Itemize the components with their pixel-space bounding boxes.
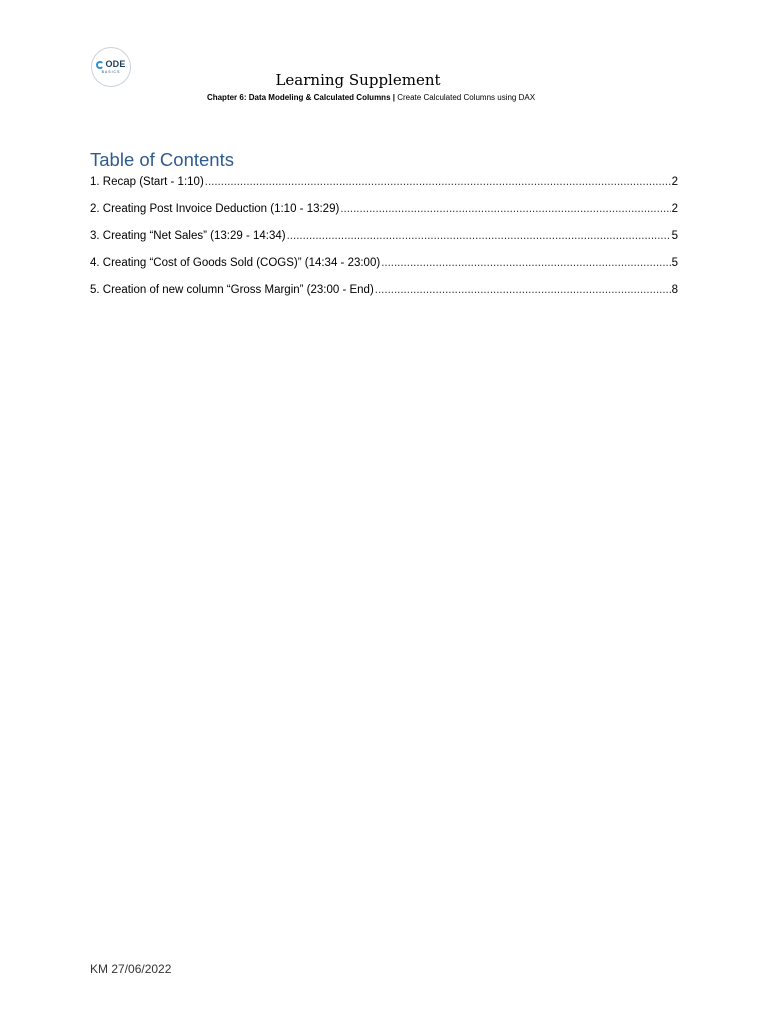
toc-dot-leader xyxy=(340,203,670,215)
toc-dot-leader xyxy=(381,257,670,269)
toc-entry-text: 1. Recap (Start - 1:10) xyxy=(90,176,204,188)
toc-entry-page: 5 xyxy=(671,257,678,269)
toc-dot-leader xyxy=(287,230,671,242)
logo-main-text: ODE xyxy=(105,59,126,69)
toc-entry-text: 2. Creating Post Invoice Deduction (1:10 - 13:29) xyxy=(90,203,340,215)
toc-entry[interactable] xyxy=(90,203,678,230)
toc-entry-page: 2 xyxy=(671,176,678,188)
toc-entry[interactable] xyxy=(90,230,678,257)
toc-entry[interactable] xyxy=(90,257,678,284)
chapter-label: Chapter 6: Data Modeling & Calculated Columns | xyxy=(206,93,395,102)
logo-c-icon xyxy=(96,61,104,69)
logo-wordmark xyxy=(96,60,125,69)
toc-entry[interactable] xyxy=(90,176,678,203)
toc-dot-leader xyxy=(375,284,671,296)
logo-sub-text: BASICS xyxy=(101,70,121,74)
toc-entry-page: 5 xyxy=(671,230,678,242)
toc-entry[interactable] xyxy=(90,284,678,311)
table-of-contents xyxy=(90,176,678,311)
toc-heading: Table of Contents xyxy=(90,149,234,170)
document-title: Learning Supplement xyxy=(275,71,441,89)
toc-entry-page: 8 xyxy=(671,284,678,296)
chapter-topic: Create Calculated Columns using DAX xyxy=(394,93,536,102)
toc-entry-page: 2 xyxy=(671,203,678,215)
toc-entry-text: 3. Creating “Net Sales” (13:29 - 14:34) xyxy=(90,230,286,242)
footer-author-date: KM 27/06/2022 xyxy=(90,962,172,976)
toc-entry-text: 4. Creating “Cost of Goods Sold (COGS)” (14:34 - 23:00) xyxy=(90,257,381,269)
document-subtitle xyxy=(0,92,742,103)
toc-dot-leader xyxy=(205,176,671,188)
toc-entry-text: 5. Creation of new column “Gross Margin” (23:00 - End) xyxy=(90,284,374,296)
